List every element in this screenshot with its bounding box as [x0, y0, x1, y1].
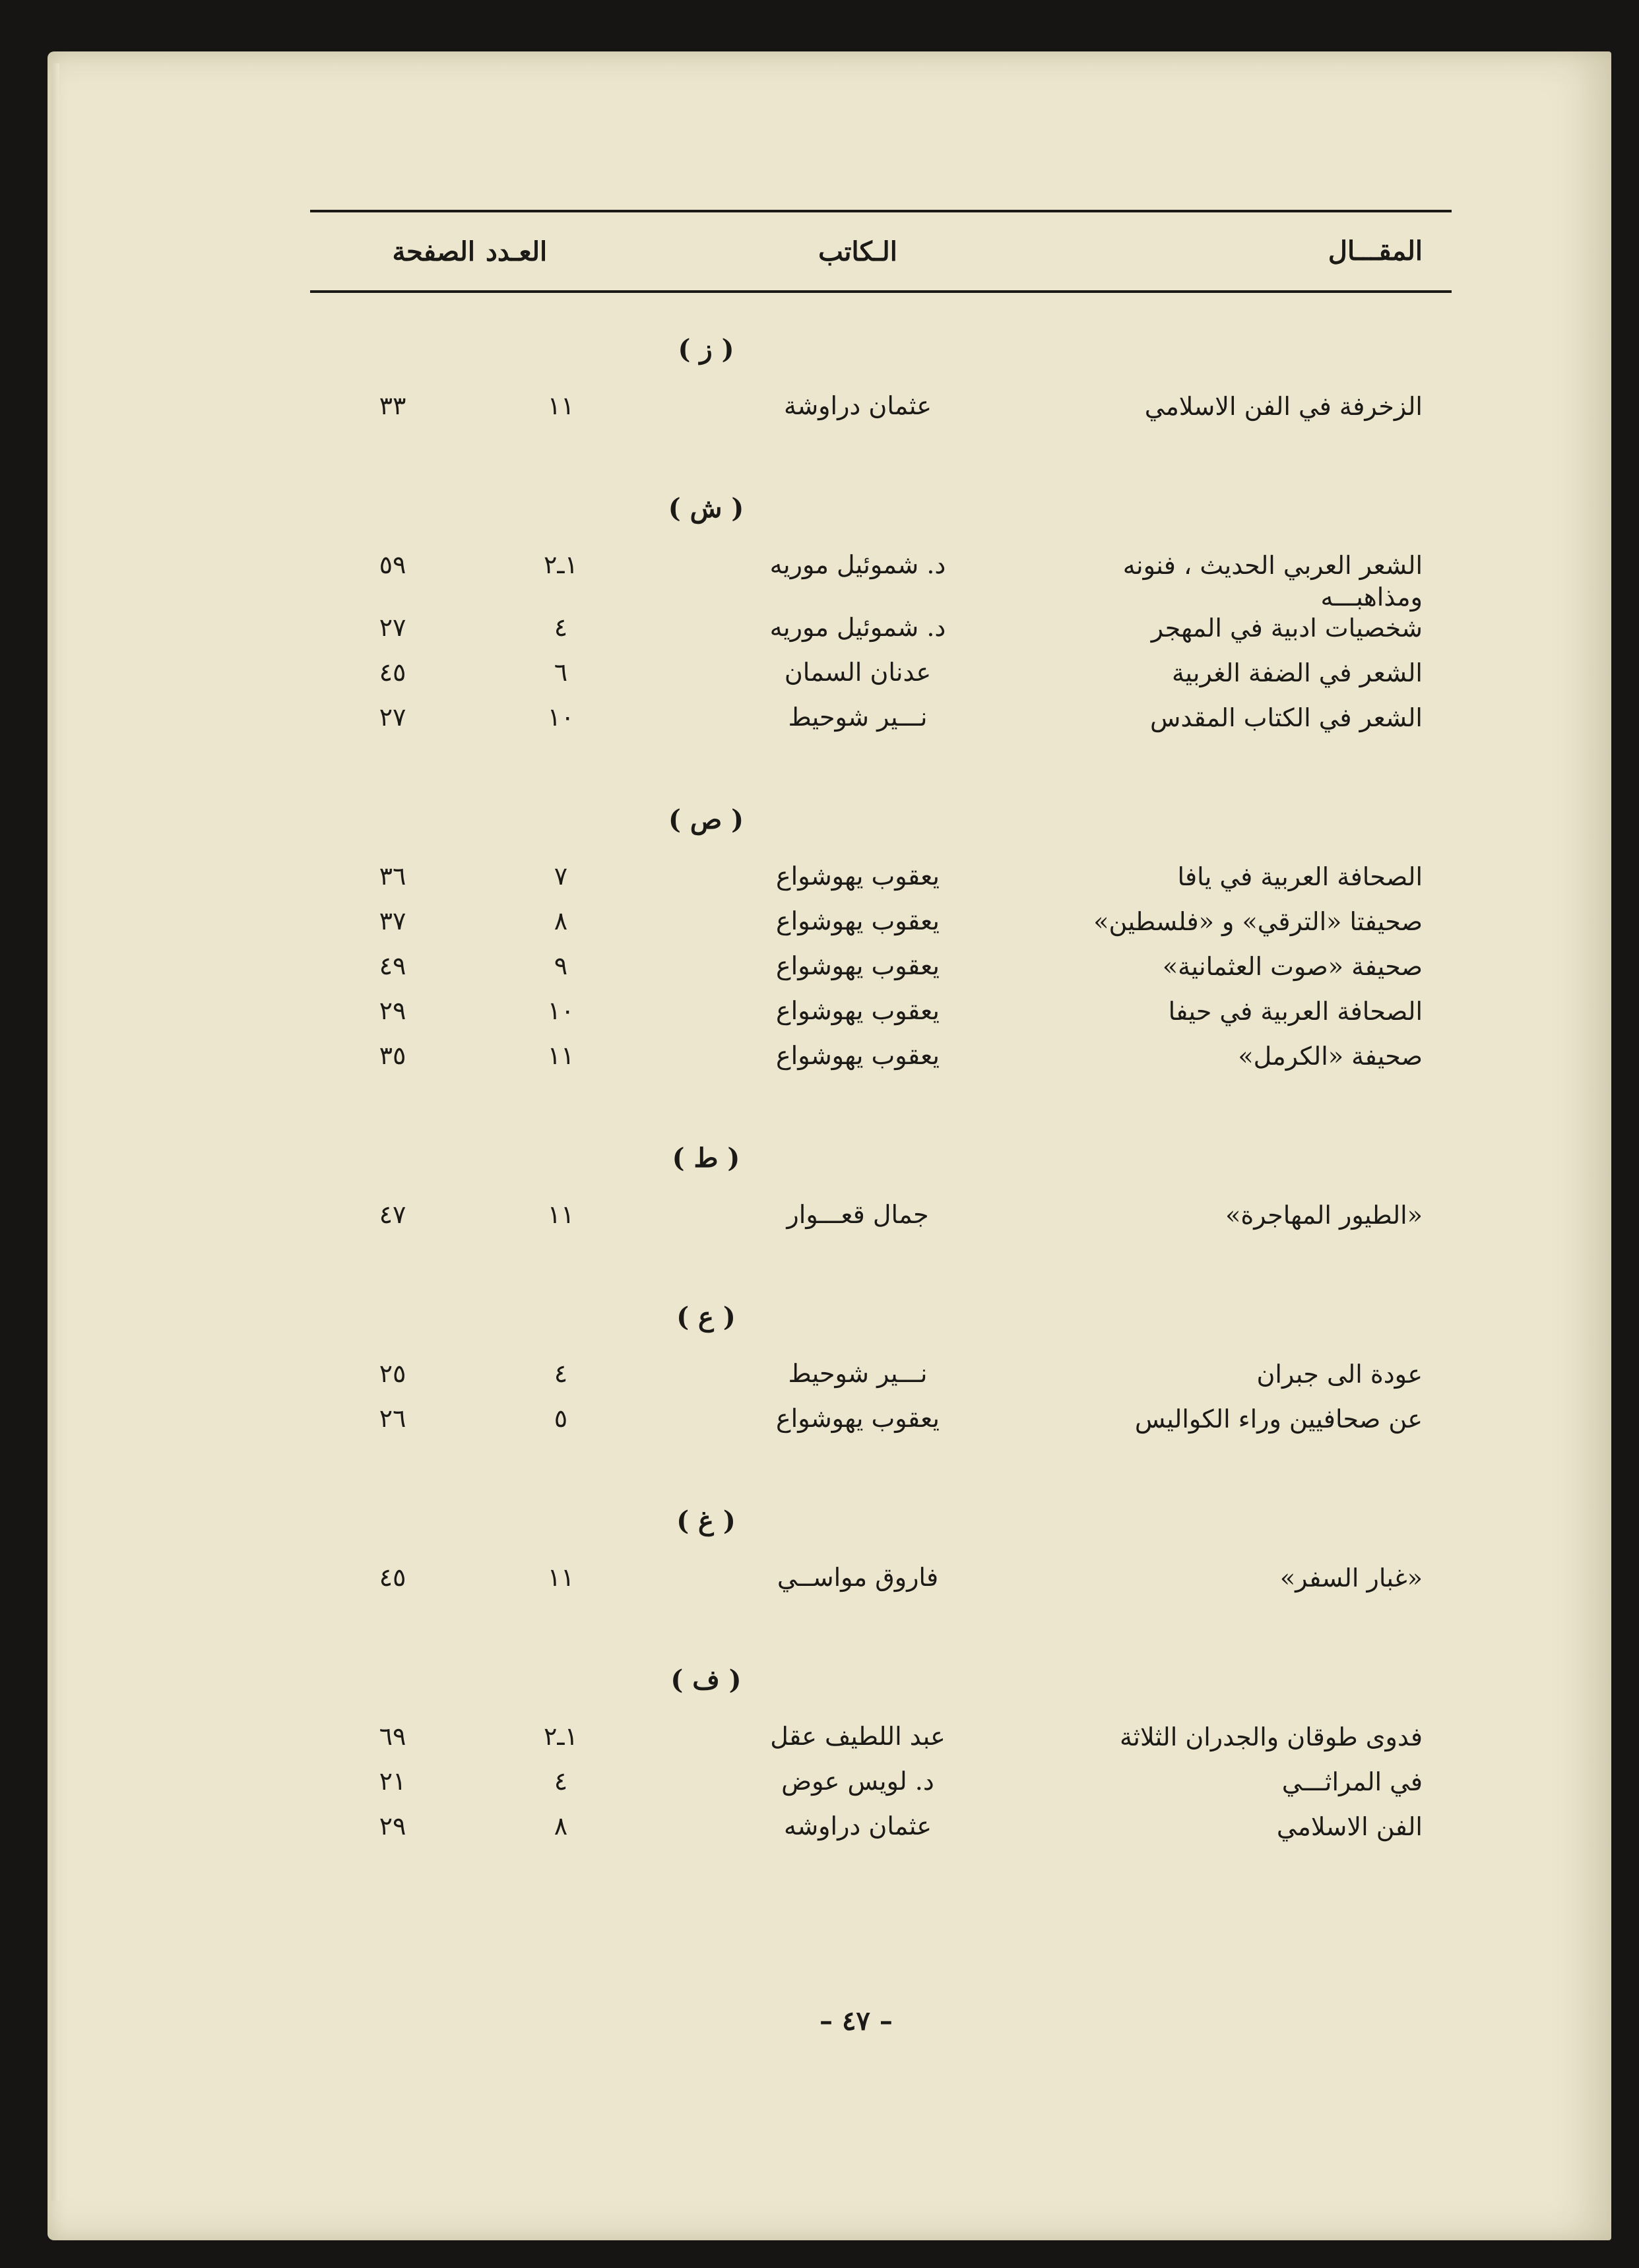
row-issue: ٨ — [554, 1811, 568, 1841]
row-issue: ٤ — [554, 1359, 568, 1388]
row-author: يعقوب يهوشواع — [775, 951, 940, 980]
row-page: ٣٥ — [379, 1041, 406, 1070]
row-issue: ١١ — [547, 1563, 575, 1592]
row-author: فاروق مواســي — [777, 1563, 939, 1592]
row-page: ٤٥ — [379, 658, 406, 687]
row-issue: ١١ — [547, 1041, 575, 1070]
row-author: عثمان دراوشه — [783, 1811, 932, 1841]
row-author: عدنان السمان — [784, 658, 932, 687]
index-section — [310, 1505, 1452, 1608]
table-header — [310, 212, 1452, 290]
header-article: المقـــال — [1328, 236, 1423, 267]
index-section — [310, 334, 1452, 436]
row-issue: ٧ — [554, 862, 568, 891]
row-page: ٤٩ — [379, 951, 406, 980]
row-page: ٢٧ — [379, 703, 406, 732]
table-body — [310, 334, 1452, 1856]
row-article: صحيفة «الكرمل» — [1238, 1042, 1423, 1071]
row-author: نـــير شوحيط — [788, 703, 928, 732]
row-author: د. لويس عوض — [781, 1767, 934, 1796]
row-author: يعقوب يهوشواع — [775, 906, 940, 935]
row-issue: ٥ — [554, 1404, 568, 1433]
table-row — [310, 1767, 1452, 1811]
row-article: الصحافة العربية في حيفا — [1168, 997, 1423, 1026]
row-page: ٣٣ — [379, 391, 406, 420]
row-author: جمال قعـــوار — [787, 1200, 929, 1229]
table-row — [310, 906, 1452, 951]
row-article: صحيفتا «الترقي» و «فلسطين» — [1093, 907, 1423, 936]
row-article: فدوى طوقان والجدران الثلاثة — [1120, 1722, 1423, 1751]
section-letter: ( غ ) — [676, 1505, 736, 1536]
row-article: صحيفة «صوت العثمانية» — [1162, 952, 1423, 981]
row-page: ٣٦ — [379, 862, 406, 891]
section-letter: ( ش ) — [668, 493, 744, 524]
section-letter: ( ط ) — [672, 1143, 740, 1174]
table-row — [310, 1722, 1452, 1767]
row-article: «الطيور المهاجرة» — [1225, 1201, 1423, 1230]
row-issue: ١١ — [547, 1200, 575, 1229]
table-row — [310, 1200, 1452, 1245]
table-row — [310, 703, 1452, 747]
row-page: ٤٧ — [379, 1200, 406, 1229]
row-article: الفن الاسلامي — [1276, 1812, 1423, 1841]
row-page: ٦٩ — [379, 1722, 406, 1751]
section-letter: ( ز ) — [678, 334, 734, 365]
header-rule — [310, 290, 1452, 293]
row-page: ٢١ — [379, 1767, 406, 1796]
table-row — [310, 391, 1452, 436]
row-page: ٣٧ — [379, 906, 406, 935]
section-letter: ( ف ) — [670, 1664, 742, 1695]
row-author: يعقوب يهوشواع — [775, 1404, 940, 1433]
row-page: ٥٩ — [379, 550, 406, 579]
table-row — [310, 1359, 1452, 1404]
row-issue: ٦ — [554, 658, 568, 687]
row-author: د. شموئيل موريه — [769, 613, 946, 642]
row-author: نـــير شوحيط — [788, 1359, 928, 1388]
row-article: في المراثـــي — [1281, 1767, 1423, 1796]
table-row — [310, 658, 1452, 703]
section-letter: ( ص ) — [668, 804, 744, 835]
row-author: يعقوب يهوشواع — [775, 996, 940, 1025]
header-author: الـكاتب — [818, 236, 897, 267]
section-letter: ( ع ) — [676, 1302, 736, 1333]
header-page: الصفحة — [392, 236, 475, 267]
index-section — [310, 1664, 1452, 1856]
row-issue: ٤ — [554, 1767, 568, 1796]
index-section — [310, 1143, 1452, 1245]
row-article: عودة الى جبران — [1256, 1360, 1423, 1389]
row-article: «غبار السفر» — [1279, 1563, 1423, 1592]
row-issue: ١٠ — [547, 703, 575, 732]
row-author: عبد اللطيف عقل — [770, 1722, 946, 1751]
table-row — [310, 951, 1452, 996]
row-page: ٢٧ — [379, 613, 406, 642]
row-article: الشعر في الضفة الغربية — [1172, 658, 1423, 687]
table-row — [310, 1404, 1452, 1449]
row-page: ٢٥ — [379, 1359, 406, 1388]
table-row — [310, 996, 1452, 1041]
index-section — [310, 493, 1452, 747]
row-page: ٤٥ — [379, 1563, 406, 1592]
row-article: الصحافة العربية في يافا — [1177, 862, 1423, 891]
row-page: ٢٩ — [379, 996, 406, 1025]
row-article: الشعر في الكتاب المقدس — [1149, 703, 1423, 732]
row-issue: ١ـ٢ — [544, 1722, 578, 1751]
row-issue: ٩ — [554, 951, 568, 980]
row-issue: ١ـ٢ — [544, 550, 578, 579]
row-author: يعقوب يهوشواع — [775, 1041, 940, 1070]
row-article: الزخرفة في الفن الاسلامي — [1144, 392, 1423, 421]
row-issue: ٤ — [554, 613, 568, 642]
row-page: ٢٦ — [379, 1404, 406, 1433]
table-row — [310, 1811, 1452, 1856]
table-row — [310, 862, 1452, 906]
row-issue: ١٠ — [547, 996, 575, 1025]
row-issue: ٨ — [554, 906, 568, 935]
row-page: ٢٩ — [379, 1811, 406, 1841]
row-author: يعقوب يهوشواع — [775, 862, 940, 891]
row-author: د. شموئيل موريه — [769, 550, 946, 579]
table-row — [310, 1041, 1452, 1086]
row-article: عن صحافيين وراء الكواليس — [1134, 1404, 1423, 1433]
table-row — [310, 613, 1452, 658]
table-row — [310, 1563, 1452, 1608]
row-issue: ١١ — [547, 391, 575, 420]
table-row — [310, 550, 1452, 613]
index-section — [310, 804, 1452, 1086]
row-author: عثمان دراوشة — [783, 391, 932, 420]
page-number: – ٤٧ – — [820, 2005, 893, 2036]
page-edge — [51, 63, 59, 2201]
index-section — [310, 1302, 1452, 1449]
header-issue: العـدد — [486, 236, 548, 267]
row-article: شخصيات ادبية في المهجر — [1151, 614, 1423, 643]
index-table — [310, 210, 1452, 1856]
row-article: الشعر العربي الحديث ، فنونه ومذاهبـــه — [1122, 551, 1423, 612]
